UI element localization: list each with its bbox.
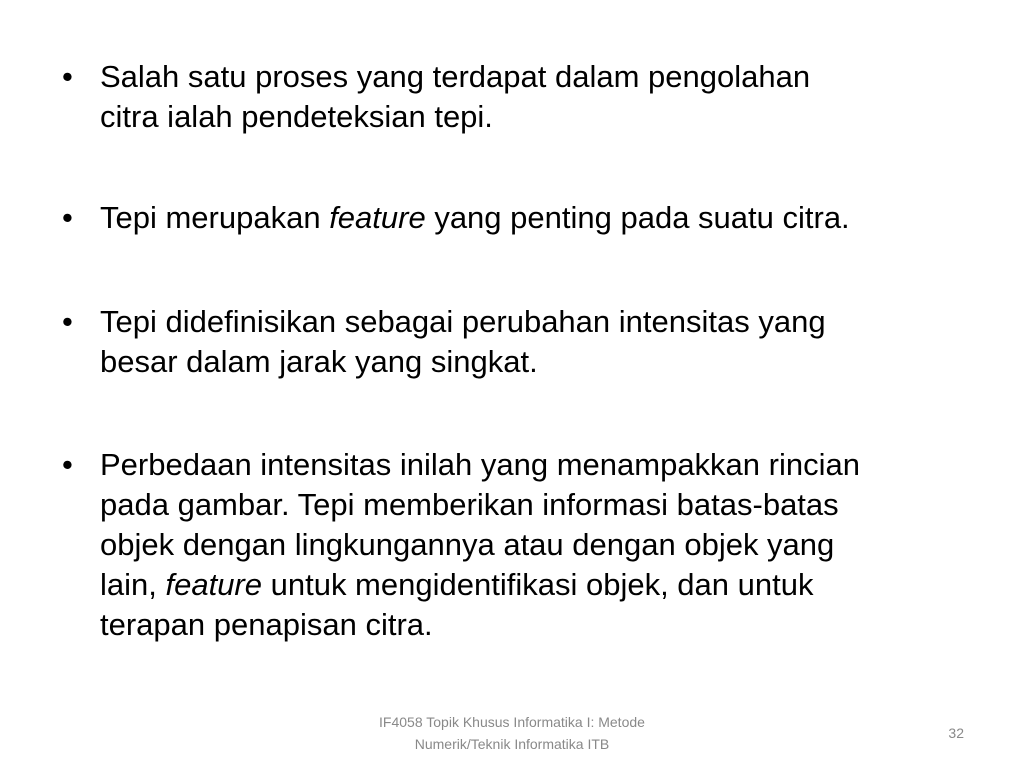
bullet-icon: •	[62, 447, 73, 482]
bullet-text: terapan penapisan citra.	[100, 607, 433, 642]
bullet-text-block	[100, 302, 980, 382]
bullet-text-italic: feature	[329, 200, 426, 235]
bullet-text: yang penting pada suatu citra.	[425, 200, 850, 235]
bullet-text: Tepi didefinisikan sebagai perubahan intensitas yang	[100, 304, 826, 339]
bullet-line	[100, 605, 980, 645]
bullet-line	[100, 57, 980, 97]
footer-line: Numerik/Teknik Informatika ITB	[414, 736, 610, 752]
bullet-text: citra ialah pendeteksian tepi.	[100, 99, 493, 134]
bullet-text: untuk mengidentifikasi objek, dan untuk	[262, 567, 814, 602]
bullet-line	[100, 342, 980, 382]
bullet-line	[100, 97, 980, 137]
bullet-text: lain,	[100, 567, 166, 602]
bullet-text-block	[100, 57, 980, 137]
bullet-text-block	[100, 445, 980, 645]
bullet-icon: •	[62, 200, 73, 235]
bullet-text-italic: feature	[165, 567, 262, 602]
page-number: 32	[948, 725, 964, 741]
bullet-icon: •	[62, 304, 73, 339]
bullet-line	[100, 302, 980, 342]
bullet-text: Tepi merupakan	[100, 200, 330, 235]
bullet-text: objek dengan lingkungannya atau dengan objek yang	[100, 527, 835, 562]
bullet-line	[100, 198, 980, 238]
bullet-text: pada gambar. Tepi memberikan informasi batas-batas	[100, 487, 839, 522]
bullet-icon: •	[62, 59, 73, 94]
bullet-text-block	[100, 198, 980, 238]
bullet-line	[100, 565, 980, 605]
bullet-text: Salah satu proses yang terdapat dalam pengolahan	[100, 59, 811, 94]
bullet-line	[100, 525, 980, 565]
bullet-text: Perbedaan intensitas inilah yang menampakkan rincian	[100, 447, 860, 482]
bullet-line	[100, 485, 980, 525]
bullet-line	[100, 445, 980, 485]
slide-footer	[262, 711, 762, 755]
footer-line: IF4058 Topik Khusus Informatika I: Metode	[379, 714, 645, 730]
bullet-text: besar dalam jarak yang singkat.	[100, 344, 538, 379]
